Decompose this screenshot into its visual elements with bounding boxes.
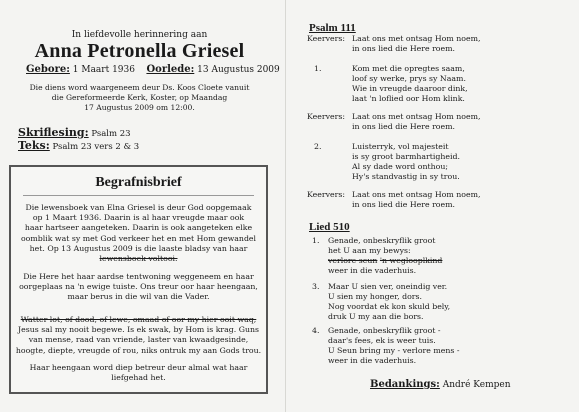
refrain-line: Laat ons met ontsag Hom noem,	[352, 112, 481, 121]
service-details	[0, 83, 279, 113]
text-label: Teks:	[18, 139, 50, 152]
thanks-value: André Kempen	[442, 380, 511, 390]
letter-line: haar hartseer aangeteken. Daarin is ook aangeteken elke	[24, 223, 253, 233]
service-line: 17 Augustus 2009 om 12:00.	[84, 103, 195, 112]
refrain-label: Keervers:	[307, 34, 345, 43]
struck-text: 'n weglooplkind	[379, 256, 443, 265]
born-label: Gebore:	[26, 64, 70, 75]
hymn-title: Lied 510	[309, 221, 350, 233]
refrain-label: Keervers:	[307, 190, 345, 199]
verse-line: laat 'n loflied oor Hom klink.	[352, 94, 465, 103]
verse-number: 1.	[314, 64, 322, 73]
acknowledgements	[370, 379, 511, 390]
letter-line: Haar heengaan word diep betreur deur almal wat haar	[29, 363, 248, 372]
funeral-letter-box	[9, 165, 268, 394]
verse-line: Wie in vreugde daaroor dink,	[352, 84, 468, 93]
refrain-line: Laat ons met ontsag Hom noem,	[352, 190, 481, 199]
verse-line: Al sy dade word onthou;	[352, 162, 448, 171]
psalm-title: Psalm 111	[309, 22, 356, 34]
text-value: Psalm 23 vers 2 & 3	[52, 142, 140, 152]
page-fold	[285, 0, 286, 412]
letter-line: lewensboek voltooi.	[99, 254, 178, 264]
memorial-intro: In liefdevolle herinnering aan	[71, 30, 208, 40]
refrain-line: in ons lied die Here roem.	[352, 44, 455, 53]
struck-line: Watter lot, of dood, of lewe, omaad of oor my hier ooit waq,	[20, 315, 257, 324]
refrain-line: in ons lied die Here roem.	[352, 200, 455, 209]
verse-line: druk U my aan die bors.	[328, 312, 424, 321]
letter-line: Die lewensboek van Elna Griesel is deur God oopgemaak	[25, 203, 252, 212]
verse-line: U sien my honger, dors.	[328, 292, 422, 301]
funeral-letter-title: Begrafnisbrief	[95, 175, 182, 190]
struck-text: verlore seun	[328, 256, 378, 265]
letter-paragraph-1	[11, 203, 266, 264]
letter-paragraph-3	[11, 315, 266, 356]
died-label: Oorlede:	[146, 64, 195, 75]
letter-line: van mense, raad van vriende, laster van kwaadgesinde,	[28, 335, 249, 345]
letter-line: oorgeplaas na 'n ewige tuiste. Ons treur oor haar heengaan,	[19, 282, 258, 292]
reading-label: Skriflesing:	[18, 126, 89, 139]
letter-line: Jesus sal my nooit begewe. Is ek swak, by Hom is krag. Guns	[17, 325, 260, 335]
letter-line: het. Op 13 Augustus 2009 is die laaste bladsy van haar	[29, 243, 248, 253]
verse-number: 2.	[314, 142, 322, 151]
verse-line: U Seun bring my - verlore mens -	[328, 346, 460, 355]
letter-line: Die Here het haar aardse tentwoning weggeneem en haar	[23, 272, 254, 281]
deceased-name: Anna Petronella Griesel	[34, 40, 245, 62]
service-line: die Gereformeerde Kerk, Koster, op Maandag	[51, 93, 228, 102]
verse-number: 1.	[312, 236, 320, 245]
verse-line: Genade, onbeskryflik groot -	[328, 326, 441, 335]
refrain-line: Laat ons met ontsag Hom noem,	[352, 34, 481, 43]
letter-line: oomblik wat sy met God verkeer het en met Hom gewandel	[20, 233, 257, 243]
verse-line: Maar U sien ver, oneindig ver.	[328, 282, 448, 291]
right-page	[290, 0, 579, 412]
scripture-references	[18, 127, 139, 153]
refrain-label: Keervers:	[307, 112, 345, 121]
divider	[23, 195, 254, 196]
letter-line: liefgehad het.	[111, 373, 166, 383]
verse-line: weer in die vaderhuis.	[328, 356, 417, 365]
verse-line: Luisterryk, vol majesteit	[352, 142, 449, 151]
verse-number: 3.	[312, 282, 320, 291]
verse-line: is sy groot barmhartigheid.	[352, 152, 460, 161]
verse-line: Kom met die opregtes saam,	[352, 64, 465, 73]
refrain-line: in ons lied die Here roem.	[352, 122, 455, 131]
thanks-label: Bedankings:	[370, 379, 440, 390]
service-line: Die diens word waargeneem deur Ds. Koos Cloete vanuit	[29, 83, 250, 92]
verse-number: 4.	[312, 326, 320, 335]
reading-value: Psalm 23	[91, 129, 131, 139]
letter-line: op 1 Maart 1936. Daarin is al haar vreugde maar ook	[32, 213, 245, 223]
letter-paragraph-2	[11, 272, 266, 303]
letter-line: hoogte, diepte, vreugde of rou, niks ontruk my aan Gods trou.	[15, 345, 262, 355]
verse-line: Hy's standvastig in sy trou.	[352, 172, 460, 181]
born-value: 1 Maart 1936	[72, 65, 135, 75]
verse-line: het U aan my bewys:	[328, 246, 411, 255]
verse-line: loof sy werke, prys sy Naam.	[352, 74, 466, 83]
letter-paragraph-4	[11, 363, 266, 383]
struck-verse-line	[328, 256, 442, 266]
verse-line: weer in die vaderhuis.	[328, 266, 417, 275]
verse-line: Genade, onbeskryflik groot	[328, 236, 436, 245]
life-dates	[26, 64, 280, 75]
left-page	[0, 0, 279, 412]
verse-line: daar's fees, ek is weer tuis.	[328, 336, 436, 345]
verse-line: Nog voordat ek kon skuld bely,	[328, 302, 451, 311]
died-value: 13 Augustus 2009	[197, 65, 280, 75]
letter-line: maar berus in die wil van die Vader.	[67, 292, 210, 302]
